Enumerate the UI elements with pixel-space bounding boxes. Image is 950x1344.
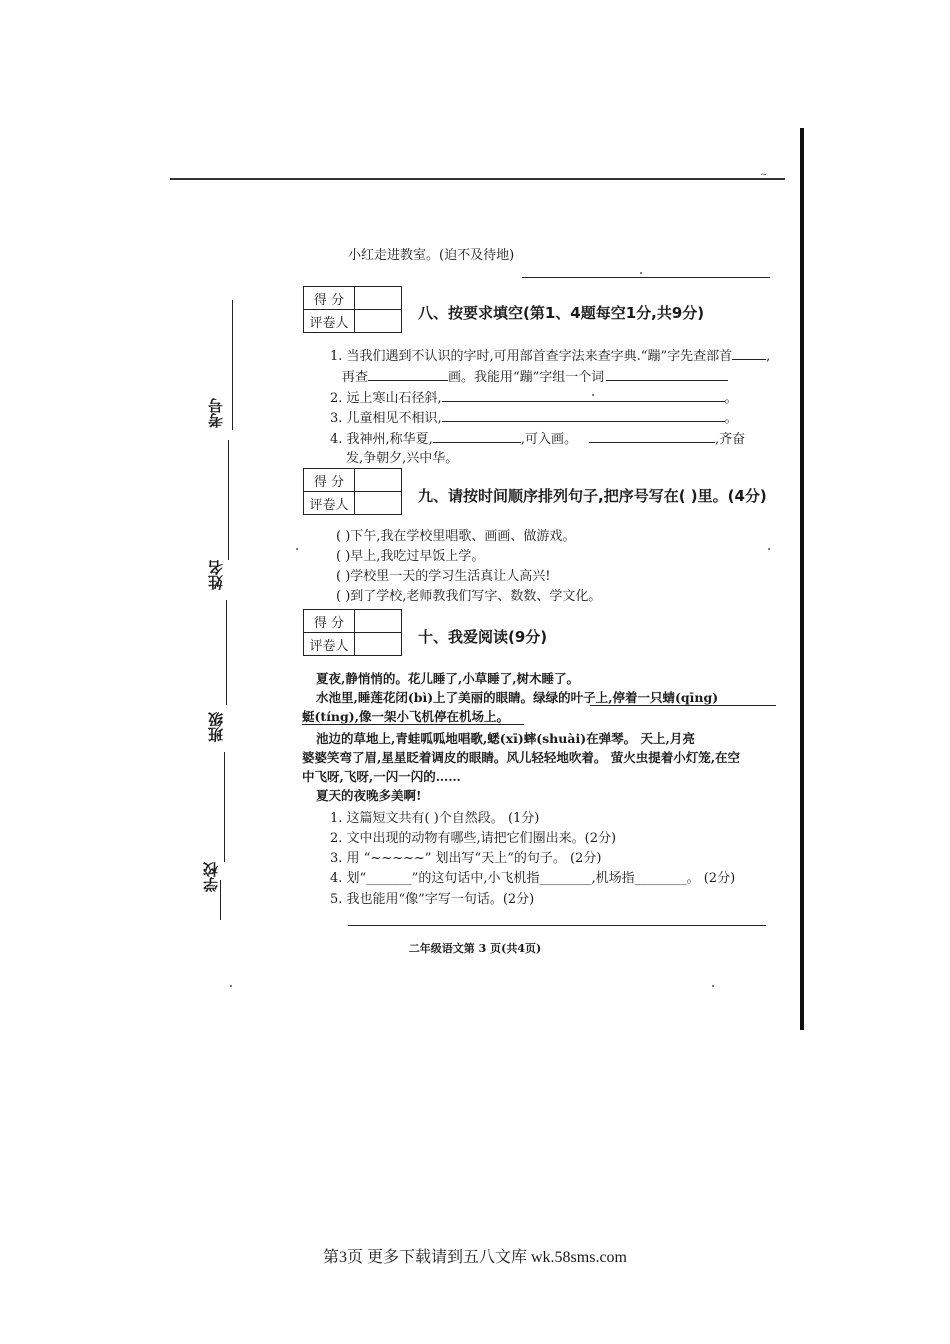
- score-box: [303, 286, 402, 333]
- score-label: 得 分: [304, 469, 355, 492]
- s8-q1-line1: [330, 345, 770, 367]
- period: 。: [724, 411, 738, 426]
- passage-underline: [590, 705, 776, 706]
- scan-speck: [230, 985, 232, 987]
- corner-mark: ~: [760, 170, 768, 180]
- s10-question: 4. 划“_______”的这句话中,小飞机指________,机场指________。 (2分): [330, 871, 736, 886]
- s8-q1-text: 1. 当我们遇到不认识的字时,可用部首查字法来查字典.“蹦”字先查部首: [330, 349, 733, 364]
- s8-q4-end: ,齐奋: [714, 432, 746, 447]
- s9-item: ( )早上,我吃过早饭上学。: [336, 549, 485, 564]
- score-cell[interactable]: [355, 287, 402, 310]
- passage-line: 水池里,睡莲花闭(bì)上了美丽的眼睛。绿绿的叶子上,停着一只蜻(qīng): [316, 690, 719, 705]
- scan-speck: [712, 985, 714, 987]
- passage-line: 夏天的夜晚多美啊!: [316, 788, 422, 803]
- answer-blank[interactable]: [442, 407, 725, 422]
- page-number: 二年级语文第 3 页(共4页): [408, 942, 542, 955]
- score-label: 得 分: [304, 610, 355, 633]
- s8-q2: [330, 387, 738, 409]
- name-label: 姓名: [207, 560, 225, 590]
- answer-blank[interactable]: [433, 428, 521, 443]
- s10-question: 2. 文中出现的动物有哪些,请把它们圈出来。(2分): [330, 831, 617, 846]
- passage-line: 中飞呀,飞呀,一闪一闪的……: [302, 769, 461, 784]
- s8-q4-line2: 发,争朝夕,兴中华。: [346, 451, 459, 466]
- period: 。: [724, 391, 738, 406]
- side-line: [232, 300, 233, 430]
- answer-blank[interactable]: [589, 428, 715, 443]
- passage-line: 池边的草地上,青蛙呱呱地唱歌,蟋(xī)蟀(shuài)在弹琴。 天上,月亮: [316, 731, 695, 746]
- scan-speck: [768, 548, 770, 550]
- answer-blank[interactable]: [368, 366, 448, 381]
- passage-line: 婆婆笑弯了眉,星星眨着调皮的眼睛。风儿轻轻地吹着。 萤火虫提着小灯笼,在空: [302, 750, 741, 765]
- s9-item: ( )学校里一天的学习生活真让人高兴!: [336, 569, 551, 584]
- grader-cell[interactable]: [355, 310, 402, 333]
- answer-line: [348, 925, 766, 926]
- s10-question: 5. 我也能用“像”字写一句话。(2分): [330, 892, 535, 907]
- score-cell[interactable]: [355, 610, 402, 633]
- s8-q1-text2: 再查: [342, 370, 369, 385]
- score-label: 得 分: [304, 287, 355, 310]
- passage-line: 夏夜,静悄悄的。花儿睡了,小草睡了,树木睡了。: [316, 671, 580, 686]
- section10-heading: 十、我爱阅读(9分): [418, 628, 548, 646]
- s9-item: ( )下午,我在学校里唱歌、画画、做游戏。: [336, 529, 576, 544]
- passage-line: 蜓(tíng),像一架小飞机停在机场上。: [302, 709, 510, 724]
- grader-label: 评卷人: [304, 492, 355, 515]
- s8-q3-text: 3. 儿童相见不相识,: [330, 411, 442, 426]
- grader-label: 评卷人: [304, 310, 355, 333]
- side-line: [226, 600, 227, 705]
- score-box: [303, 609, 402, 656]
- scan-speck: [296, 548, 298, 550]
- grader-cell[interactable]: [355, 492, 402, 515]
- grader-label: 评卷人: [304, 633, 355, 656]
- header-rule: [170, 178, 785, 180]
- answer-blank[interactable]: [732, 345, 766, 360]
- side-line: [228, 440, 229, 560]
- grader-cell[interactable]: [355, 633, 402, 656]
- side-line: [224, 752, 225, 862]
- answer-blank[interactable]: [442, 387, 725, 402]
- carryover-sentence: 小红走进教室。(迫不及待地): [348, 248, 515, 263]
- answer-blank[interactable]: [606, 366, 728, 381]
- s8-q4-line1: [330, 428, 745, 450]
- s9-item: ( )到了学校,老师教我们写字、数数、学文化。: [336, 589, 602, 604]
- answer-line: [522, 277, 770, 278]
- passage-underline: [302, 724, 524, 725]
- s8-q3: [330, 407, 738, 429]
- s8-q1-end: ,: [766, 349, 771, 364]
- s10-question: 3. 用 “~~~~~” 划出写“天上”的句子。 (2分): [330, 851, 602, 866]
- s10-question: 1. 这篇短文共有( )个自然段。 (1分): [330, 811, 540, 826]
- side-line: [220, 880, 221, 920]
- s8-q1-line2: [342, 366, 728, 388]
- section9-heading: 九、请按时间顺序排列句子,把序号写在( )里。(4分): [418, 487, 767, 505]
- school-label: 学校: [202, 862, 220, 892]
- s8-q4-text: 4. 我神州,称华夏,: [330, 432, 433, 447]
- score-cell[interactable]: [355, 469, 402, 492]
- scan-speck: [640, 272, 642, 274]
- s8-q1-mid: 画。我能用“蹦”字组一个词: [448, 370, 605, 385]
- s8-q2-text: 2. 远上寒山石径斜,: [330, 391, 442, 406]
- download-footer: 第3页 更多下载请到五八文库 wk.58sms.com: [322, 1249, 628, 1266]
- section8-heading: 八、按要求填空(第1、4题每空1分,共9分): [418, 304, 705, 322]
- s8-q4-mid: ,可入画。: [520, 432, 577, 447]
- score-box: [303, 468, 402, 515]
- scan-speck: [592, 394, 594, 396]
- class-label: 班级: [207, 712, 225, 742]
- exam-no-label: 考号: [207, 398, 225, 428]
- scan-edge: [800, 128, 804, 1030]
